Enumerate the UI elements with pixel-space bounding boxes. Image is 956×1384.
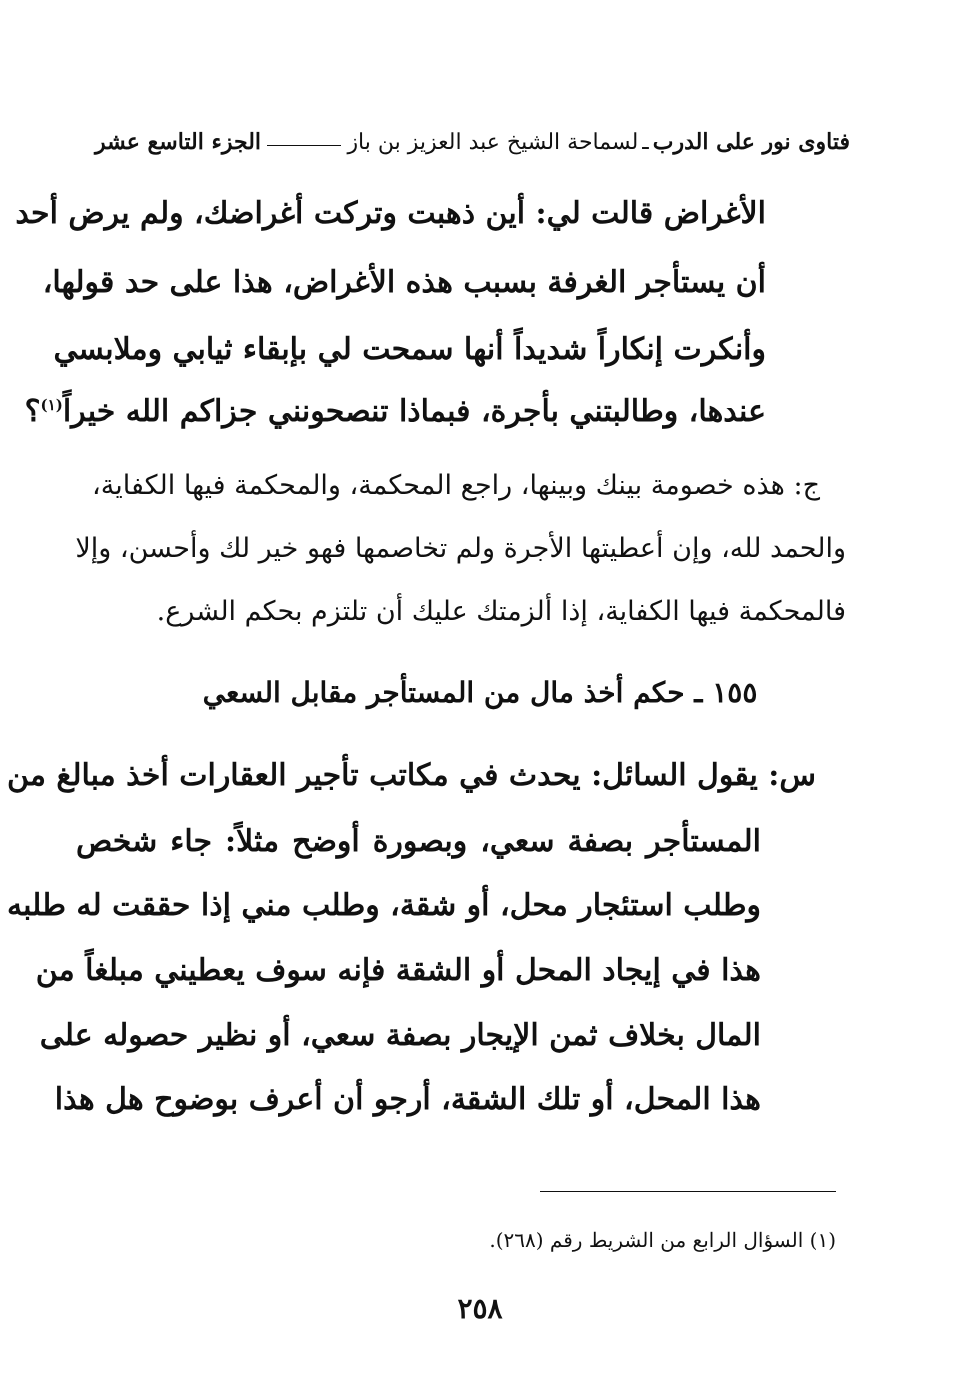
question-1-line: أن يستأجر الغرفة بسبب هذه الأغراض، هذا على حد قولها،: [42, 265, 766, 300]
question-2-line: المال بخلاف ثمن الإيجار بصفة سعي، أو نظير حصوله على: [39, 1018, 761, 1053]
footnote-marker: (١): [40, 396, 63, 414]
question-mark: ؟: [24, 394, 41, 429]
author-name: لسماحة الشيخ عبد العزيز بن باز: [347, 129, 639, 155]
header-separator: ـ: [642, 129, 649, 155]
question-2-line: هذا في إيجاد المحل أو الشقة فإنه سوف يعطيني مبلغاً من: [35, 953, 761, 988]
question-2-line: وطلب استئجار محل، أو شقة، وطلب مني إذا حققت له طلبه: [7, 888, 761, 923]
section-heading: ١٥٥ ـ حكم أخذ مال من المستأجر مقابل السعي: [202, 676, 758, 709]
question-1-line: الأغراض قالت لي: أين ذهبت وتركت أغراضك، ولم يرض أحد: [15, 196, 766, 231]
book-title: فتاوى نور على الدرب: [652, 129, 850, 155]
footnote: (١) السؤال الرابع من الشريط رقم (٢٦٨).: [489, 1228, 836, 1252]
footnote-separator: [540, 1191, 836, 1192]
question-1-line: وأنكرت إنكاراً شديداً أنها سمحت لي بإبقاء ثيابي وملابسي: [53, 332, 766, 367]
answer-1-line: والحمد لله، وإن أعطيتها الأجرة ولم تخاصمها فهو خير لك وأحسن، وإلا: [75, 533, 846, 564]
question-1-last-line: [24, 394, 766, 429]
answer-1-line: فالمحكمة فيها الكفاية، إذا ألزمتك عليك أن تلتزم بحكم الشرع.: [156, 596, 846, 627]
header-rule: [267, 145, 341, 146]
question-2-line: هذا المحل، أو تلك الشقة، أرجو أن أعرف بوضوح هل هذا: [54, 1082, 761, 1117]
question-1-line: عندها، وطالبتني بأجرة، فبماذا تنصحونني جزاكم الله خيراً: [62, 394, 766, 429]
question-2-line: المستأجر بصفة سعي، وبصورة أوضح مثلاً: جاء شخص: [76, 824, 761, 859]
volume-label: الجزء التاسع عشر: [95, 129, 262, 155]
question-2-line: س: يقول السائل: يحدث في مكاتب تأجير العقارات أخذ مبالغ من: [7, 758, 816, 793]
running-header: [95, 122, 850, 162]
answer-1-line: ج: هذه خصومة بينك وبينها، راجع المحكمة، والمحكمة فيها الكفاية،: [92, 470, 820, 501]
page-number: ٢٥٨: [457, 1292, 503, 1325]
